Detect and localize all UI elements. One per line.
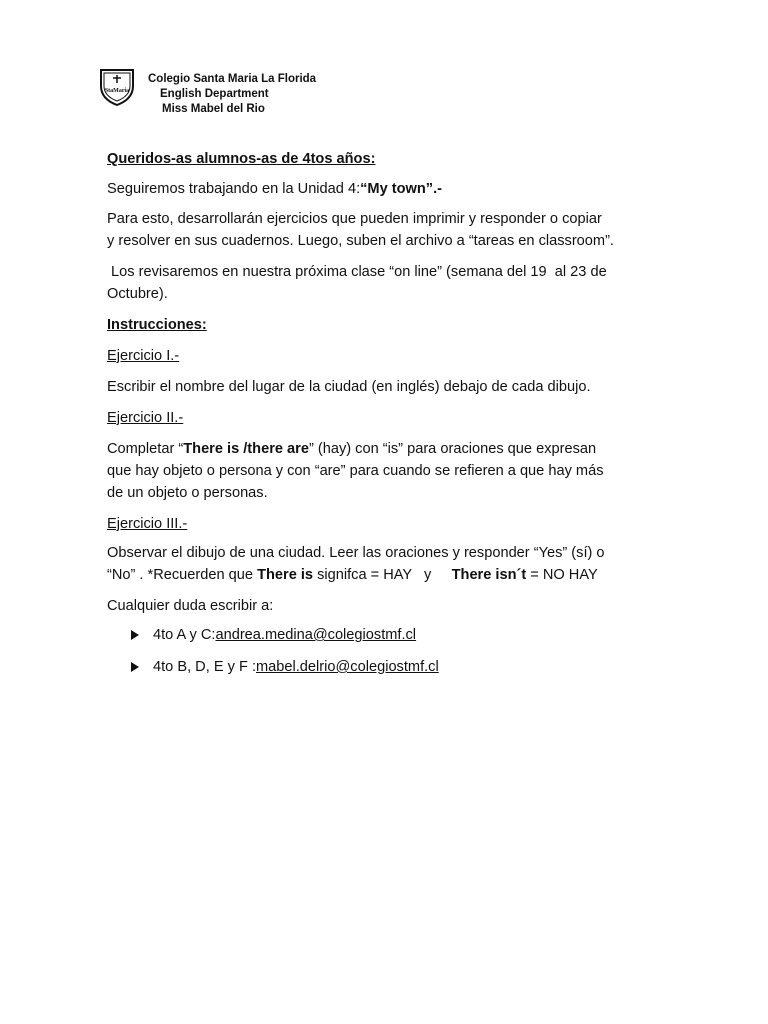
contact-item	[131, 659, 439, 675]
paragraph-review-line2: Octubre).	[107, 286, 168, 302]
bullet-arrow-icon	[131, 630, 139, 640]
school-crest-logo	[98, 66, 136, 106]
exercise-2-bold: There is /there are	[183, 441, 309, 457]
contact-intro: Cualquier duda escribir a:	[107, 598, 274, 614]
exercise-1-text: Escribir el nombre del lugar de la ciudad (en inglés) debajo de cada dibujo.	[107, 379, 591, 395]
logo-text: StaMaria	[104, 88, 130, 94]
instructions-heading: Instrucciones:	[107, 317, 207, 333]
exercise-1-heading: Ejercicio I.-	[107, 348, 180, 364]
exercise-2-line2: que hay objeto o persona y con “are” para cuando se refieren a que hay más	[107, 463, 604, 479]
exercise-3-line2	[107, 564, 667, 586]
bullet-arrow-icon	[131, 662, 139, 672]
exercise-2-post: ” (hay) con “is” para oraciones que expresan	[308, 441, 597, 457]
exercise-3-mid: signifca = HAY y	[313, 567, 452, 583]
exercise-3-bold-there-isnt: There isn´t	[451, 567, 527, 583]
exercise-2-line1	[107, 438, 667, 460]
exercise-2-heading: Ejercicio II.-	[107, 410, 184, 426]
contact-label: 4to B, D, E y F :	[153, 659, 256, 675]
department-name: English Department	[160, 88, 269, 100]
unit-prefix: Seguiremos trabajando en la Unidad 4:	[107, 181, 361, 197]
paragraph-review-line1: Los revisaremos en nuestra próxima clase “on line” (semana del 19 al 23 de	[107, 264, 607, 280]
exercise-3-end: = NO HAY	[526, 567, 598, 583]
unit-title: “My town”.-	[360, 181, 443, 197]
school-name: Colegio Santa Maria La Florida	[148, 73, 317, 85]
exercise-2-line3: de un objeto o personas.	[107, 485, 268, 501]
contact-email-link[interactable]: andrea.medina@colegiostmf.cl	[215, 627, 417, 643]
greeting-heading: Queridos-as alumnos-as de 4tos años:	[107, 151, 376, 167]
letterhead	[98, 66, 398, 126]
exercise-3-line1: Observar el dibujo de una ciudad. Leer las oraciones y responder “Yes” (sí) o	[107, 545, 605, 561]
paragraph-exercises-line1: Para esto, desarrollarán ejercicios que pueden imprimir y responder o copiar	[107, 211, 602, 227]
unit-line	[107, 178, 667, 200]
paragraph-exercises-line2: y resolver en sus cuadernos. Luego, suben el archivo a “tareas en classroom”.	[107, 233, 614, 249]
contact-email-link[interactable]: mabel.delrio@colegiostmf.cl	[256, 659, 439, 675]
contact-label: 4to A y C:	[153, 627, 216, 643]
teacher-name: Miss Mabel del Rio	[162, 103, 265, 115]
exercise-3-bold-there-is: There is	[257, 567, 314, 583]
exercise-2-pre: Completar “	[107, 441, 184, 457]
exercise-3-pre: “No” . *Recuerden que	[107, 567, 258, 583]
exercise-3-heading: Ejercicio III.-	[107, 516, 188, 532]
contact-item	[131, 627, 416, 643]
